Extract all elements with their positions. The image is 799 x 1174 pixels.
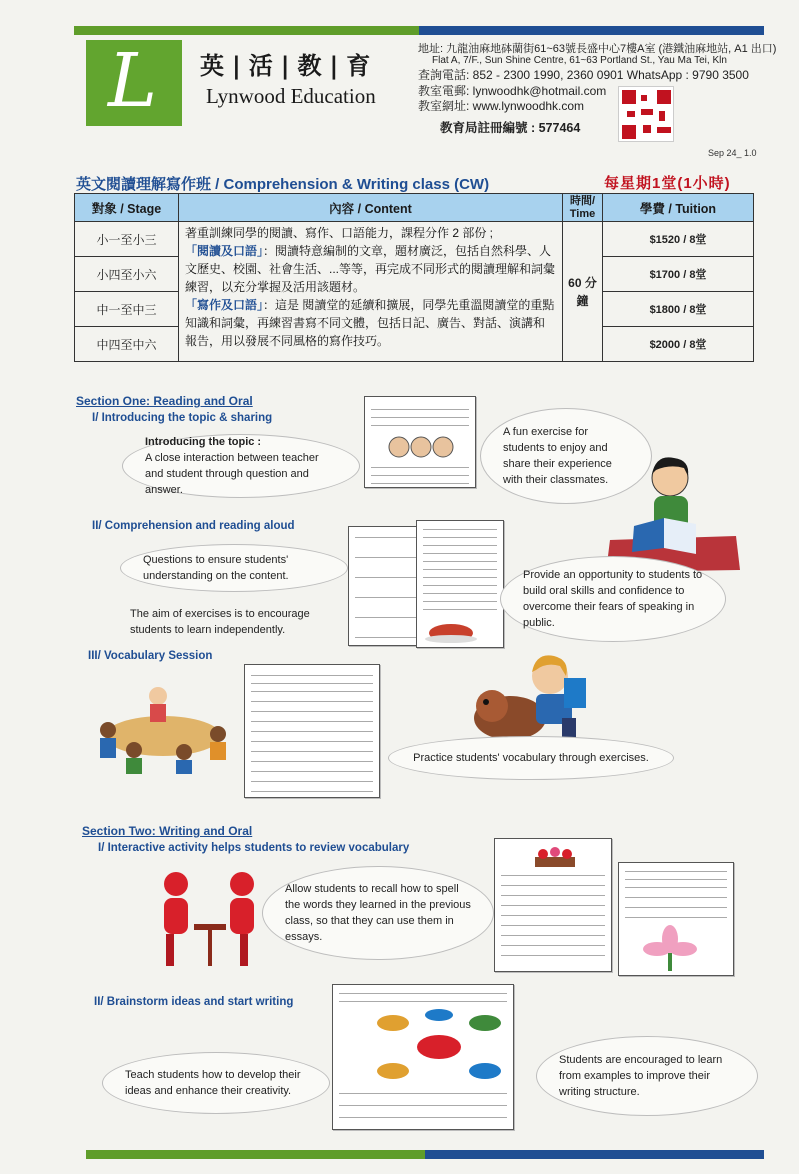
family-worksheet-image (364, 396, 476, 488)
examples-callout (536, 1036, 758, 1116)
flower-box-icon (533, 845, 577, 869)
flower-worksheet-image (618, 862, 734, 976)
schedule-table (74, 193, 754, 362)
section-two-sub2: II/ Brainstorm ideas and start writing (94, 996, 294, 1008)
stage-cell: 小四至小六 (75, 257, 179, 292)
fee-cell: $1700 / 8堂 (603, 257, 754, 292)
content-intro: 著重訓練同學的閱讀、寫作、口語能力，課程分作 2 部份 ; (185, 226, 494, 240)
mind-map-icon (373, 1007, 505, 1087)
section-one-sub3: III/ Vocabulary Session (88, 650, 213, 662)
oral-skills-text: Provide an opportunity to students to build oral skills and confidence to overcome their fears of speaking in public. (523, 569, 703, 629)
questions-callout (120, 544, 348, 592)
classroom-children-icon (88, 680, 238, 776)
vocabulary-text: Practice students' vocabulary through exercises. (413, 752, 649, 764)
registration-number: 教育局註冊編號 : 577464 (440, 121, 581, 135)
turkey-icon (423, 617, 479, 643)
questions-text: Questions to ensure students' understanding on the content. (143, 554, 289, 582)
intro-callout-text: A close interaction between teacher and student through question and answer. (145, 452, 319, 496)
intro-callout (122, 434, 360, 498)
logo-english-name: Lynwood Education (206, 84, 376, 108)
course-title: 英文閱讀理解寫作班 / Comprehension & Writing class (CW) (76, 176, 490, 193)
section-two-sub1: I/ Interactive activity helps students to review vocabulary (98, 842, 410, 854)
fee-cell: $1520 / 8堂 (603, 222, 754, 257)
fee-cell: $1800 / 8堂 (603, 292, 754, 327)
fun-exercise-text: A fun exercise for students to enjoy and share their experience with their classmates. (503, 426, 612, 486)
aim-text: The aim of exercises is to encourage students to learn independently. (130, 608, 310, 636)
teach-ideas-callout (102, 1052, 330, 1114)
reading-passage-image (416, 520, 504, 648)
red-figures-icon (150, 870, 270, 980)
vocabulary-worksheet-image (244, 664, 380, 798)
version-label: Sep 24_ 1.0 (708, 148, 757, 158)
header-time: 時間/ Time (563, 194, 603, 222)
header-content: 內容 / Content (179, 194, 563, 222)
section-one-title: Section One: Reading and Oral (76, 394, 253, 408)
section-one-sub1: I/ Introducing the topic & sharing (92, 412, 273, 424)
lesson-frequency: 每星期1堂(1小時) (604, 175, 731, 192)
header-tuition: 學費 / Tuition (603, 194, 754, 222)
stage-cell: 中四至中六 (75, 327, 179, 362)
aim-callout (130, 606, 326, 638)
header-stage: 對象 / Stage (75, 194, 179, 222)
qr-code-icon (618, 86, 674, 142)
family-faces-icon (387, 435, 455, 461)
content-writing-desc: ：這是 閱讀堂的延續和擴展，同學先重溫閱讀堂的重點知識和詞彙，再練習書寫不同文體，包括日記、廣告、對話、演講和報告，用以發展不同風格的寫作技巧。 (185, 298, 555, 348)
lily-flower-icon (643, 925, 697, 971)
stage-cell: 小一至小三 (75, 222, 179, 257)
examples-text: Students are encouraged to learn from examples to improve their writing structure. (559, 1054, 723, 1098)
brainstorm-worksheet-image (332, 984, 514, 1130)
gardening-worksheet-image (494, 838, 612, 972)
email-line: 教室電郵: lynwoodhk@hotmail.com (418, 84, 607, 98)
content-highlight-writing: 「寫作及口語」 (185, 298, 264, 312)
section-one-sub2: II/ Comprehension and reading aloud (92, 520, 295, 532)
logo-icon: L (86, 40, 182, 126)
intro-callout-title: Introducing the topic : (145, 436, 262, 448)
content-cell (179, 222, 563, 362)
recall-text: Allow students to recall how to spell the words they learned in the previous class, so that they can use them in essays. (285, 883, 471, 943)
content-highlight-reading: 「閱讀及口語」 (185, 244, 264, 258)
teach-ideas-text: Teach students how to develop their ideas and enhance their creativity. (125, 1069, 301, 1097)
address-english: Flat A, 7/F., Sun Shine Centre, 61~63 Portland St., Yau Ma Tei, Kln (432, 55, 727, 66)
logo-chinese-name: 英|活|教|育 (200, 52, 379, 80)
fee-cell: $2000 / 8堂 (603, 327, 754, 362)
oral-skills-callout (500, 556, 726, 642)
section-two-title: Section Two: Writing and Oral (82, 824, 253, 838)
stage-cell: 中一至中三 (75, 292, 179, 327)
content-reading-desc: ：閱讀特意編制的文章，題材廣泛，包括自然科學、人文歷史、校園、社會生活、...等等，再完成不同形式的閱讀理解和詞彙練習，以充分掌握及活用該題材。 (185, 244, 556, 294)
top-color-bar (74, 26, 764, 35)
time-cell: 60 分鐘 (563, 222, 603, 362)
website-line: 教室網址: www.lynwoodhk.com (418, 99, 585, 113)
vocabulary-callout (388, 736, 674, 780)
phone-line: 查詢電話: 852 - 2300 1990, 2360 0901 WhatsApp : 9790 3500 (418, 68, 749, 82)
address-chinese: 地址: 九龍油麻地砵蘭街61~63號長盛中心7樓A室 (港鐵油麻地站, A1 出口) (418, 43, 777, 55)
bottom-color-bar (86, 1150, 764, 1159)
recall-callout (262, 866, 494, 960)
